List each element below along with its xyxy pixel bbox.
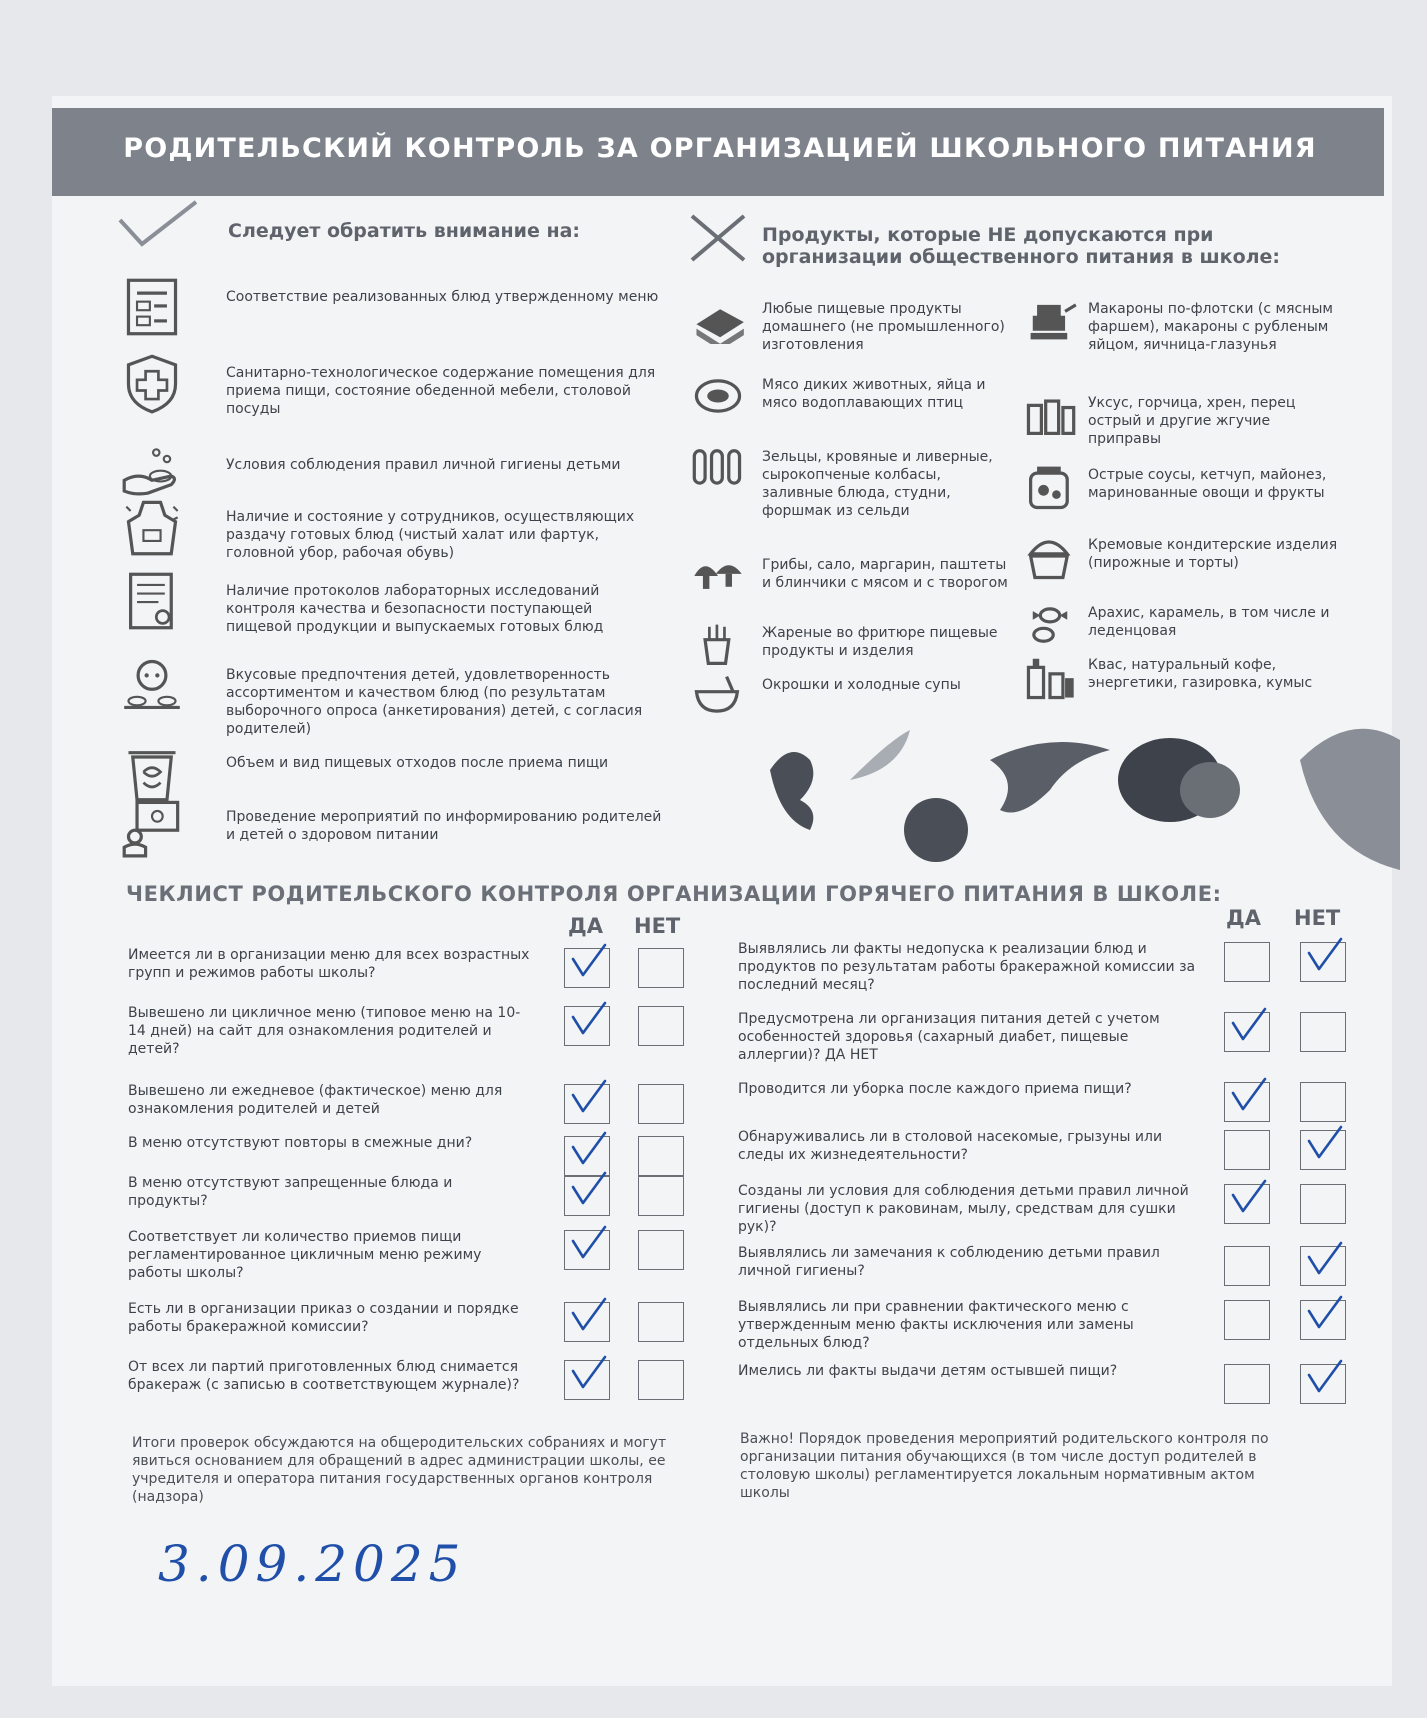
checklist-question: Предусмотрена ли организация питания детей с учетом особенностей здоровья (сахарный диабет, пищевые аллергии)? ДА НЕТ	[738, 1011, 1160, 1063]
checkbox-yes[interactable]	[564, 1230, 610, 1270]
footer-right-note: Важно! Порядок проведения мероприятий родительского контроля по организации питания обучающихся (в том числе доступ родителей в столовую школы) регламентируется локальным нормативным актом школы	[740, 1431, 1269, 1501]
checkbox-no[interactable]	[1300, 1364, 1346, 1404]
checkbox-yes[interactable]	[1224, 1364, 1270, 1404]
checkmark-icon	[116, 198, 200, 250]
checkbox-no[interactable]	[1300, 1184, 1346, 1224]
checklist-question: Имелись ли факты выдачи детям остывшей пищи?	[738, 1363, 1118, 1379]
checkbox-no[interactable]	[638, 1176, 684, 1216]
checklist-title: ЧЕКЛИСТ РОДИТЕЛЬСКОГО КОНТРОЛЯ ОРГАНИЗАЦИИ ГОРЯЧЕГО ПИТАНИЯ В ШКОЛЕ:	[126, 882, 1222, 906]
drinks-icon	[1022, 652, 1078, 700]
forbidden-item-text: Макароны по-флотски (с мясным фаршем), макароны с рубленым яйцом, яичница-глазунья	[1088, 301, 1333, 353]
apron-icon	[116, 496, 188, 558]
checkbox-yes[interactable]	[564, 948, 610, 988]
checkbox-yes[interactable]	[1224, 1300, 1270, 1340]
waste-bin-icon	[116, 742, 188, 804]
checklist-question: Проводится ли уборка после каждого приема пищи?	[738, 1081, 1132, 1097]
cross-icon	[688, 212, 748, 264]
child-survey-icon	[116, 654, 188, 716]
checkbox-no[interactable]	[1300, 1300, 1346, 1340]
checklist-question: Выявлялись ли при сравнении фактического меню с утвержденным меню факты исключения или замены отдельных блюд?	[738, 1299, 1134, 1351]
left-yes-header: ДА	[568, 914, 603, 938]
checkbox-yes[interactable]	[564, 1360, 610, 1400]
pickle-jar-icon	[1022, 462, 1078, 510]
checkbox-no[interactable]	[638, 1360, 684, 1400]
checkbox-no[interactable]	[638, 948, 684, 988]
checkbox-no[interactable]	[638, 1302, 684, 1342]
attention-item-text: Проведение мероприятий по информированию родителей и детей о здоровом питании	[226, 809, 662, 843]
sausage-icon	[690, 444, 746, 492]
checkbox-no[interactable]	[1300, 1012, 1346, 1052]
checklist-question: В меню отсутствуют запрещенные блюда и продукты?	[128, 1175, 453, 1209]
checkbox-no[interactable]	[638, 1084, 684, 1124]
checklist-question: В меню отсутствуют повторы в смежные дни?	[128, 1135, 473, 1151]
checkbox-yes[interactable]	[564, 1084, 610, 1124]
checklist-question: Есть ли в организации приказ о создании и порядке работы бракеражной комиссии?	[128, 1301, 519, 1335]
checkbox-yes[interactable]	[564, 1176, 610, 1216]
checkbox-no[interactable]	[1300, 1082, 1346, 1122]
forbidden-item-text: Квас, натуральный кофе, энергетики, газировка, кумыс	[1088, 657, 1313, 691]
attention-item-text: Объем и вид пищевых отходов после приема пищи	[226, 755, 609, 771]
forbidden-item-text: Кремовые кондитерские изделия (пирожные и торты)	[1088, 537, 1338, 571]
checkbox-yes[interactable]	[1224, 1082, 1270, 1122]
checkbox-yes[interactable]	[1224, 942, 1270, 982]
forbidden-item-text: Жареные во фритюре пищевые продукты и изделия	[762, 625, 998, 659]
checklist-question: Имеется ли в организации меню для всех возрастных групп и режимов работы школы?	[128, 947, 530, 981]
attention-item-text: Санитарно-технологическое содержание помещения для приема пищи, состояние обеденной мебели, столовой посуды	[226, 365, 656, 417]
checkbox-yes[interactable]	[1224, 1246, 1270, 1286]
left-no-header: НЕТ	[634, 914, 681, 938]
attention-item-text: Условия соблюдения правил личной гигиены детьми	[226, 457, 621, 473]
shield-cross-icon	[116, 352, 188, 414]
checkbox-yes[interactable]	[564, 1136, 610, 1176]
checklist-question: Вывешено ли цикличное меню (типовое меню на 10-14 дней) на сайт для ознакомления родителей и детей?	[128, 1005, 521, 1057]
right-yes-header: ДА	[1226, 906, 1261, 930]
checklist-question: Обнаруживались ли в столовой насекомые, грызуны или следы их жизнедеятельности?	[738, 1129, 1163, 1163]
sandwich-icon	[690, 296, 746, 344]
checklist-question: Выявлялись ли замечания к соблюдению детьми правил личной гигиены?	[738, 1245, 1160, 1279]
checklist-question: От всех ли партий приготовленных блюд снимается бракераж (с записью в соответствующем журнале)?	[128, 1359, 520, 1393]
checkbox-no[interactable]	[638, 1136, 684, 1176]
attention-item-text: Наличие и состояние у сотрудников, осуществляющих раздачу готовых блюд (чистый халат или фартук, головной убор, рабочая обувь)	[226, 509, 635, 561]
forbidden-item-text: Острые соусы, кетчуп, майонез, маринованные овощи и фрукты	[1088, 467, 1327, 501]
attention-item-text: Наличие протоколов лабораторных исследований контроля качества и безопасности поступающей пищевой продукции и выпускаемых готовых блюд	[226, 583, 604, 635]
attention-item-text: Соответствие реализованных блюд утвержденному меню	[226, 289, 659, 305]
forbidden-item-text: Грибы, сало, маргарин, паштеты и блинчики с мясом и с творогом	[762, 557, 1008, 591]
fries-icon	[690, 620, 746, 668]
cupcake-icon	[1022, 532, 1078, 580]
forbidden-heading: Продукты, которые НЕ допускаются при организации общественного питания в школе:	[762, 224, 1281, 268]
checkbox-yes[interactable]	[1224, 1184, 1270, 1224]
checkbox-yes[interactable]	[1224, 1130, 1270, 1170]
checklist-question: Выявлялись ли факты недопуска к реализации блюд и продуктов по результатам работы бракеражной комиссии за последний месяц?	[738, 941, 1196, 993]
certificate-icon	[116, 570, 188, 632]
checkbox-no[interactable]	[638, 1006, 684, 1046]
footer-left-note: Итоги проверок обсуждаются на общеродительских собраниях и могут явиться основанием для обращений в адрес администрации школы, ее учредителя и оператора питания государственных органов контроля (надзора)	[132, 1435, 667, 1505]
candy-icon	[1022, 600, 1078, 648]
meat-icon	[690, 372, 746, 420]
menu-document-icon	[116, 276, 188, 338]
forbidden-item-text: Мясо диких животных, яйца и мясо водоплавающих птиц	[762, 377, 986, 411]
soup-bowl-icon	[690, 672, 746, 720]
checklist-question: Созданы ли условия для соблюдения детьми правил личной гигиены (доступ к раковинам, мылу, средствам для сушки рук)?	[738, 1183, 1189, 1235]
checkbox-yes[interactable]	[564, 1006, 610, 1046]
mushroom-icon	[690, 552, 746, 600]
checkbox-no[interactable]	[1300, 1246, 1346, 1286]
checkbox-no[interactable]	[1300, 1130, 1346, 1170]
meat-grinder-icon	[1022, 296, 1078, 344]
checklist-question: Соответствует ли количество приемов пищи регламентированное цикличным меню режиму работы школы?	[128, 1229, 482, 1281]
checkbox-yes[interactable]	[564, 1302, 610, 1342]
forbidden-item-text: Арахис, карамель, в том числе и леденцовая	[1088, 605, 1330, 639]
page-title: РОДИТЕЛЬСКИЙ КОНТРОЛЬ ЗА ОРГАНИЗАЦИЕЙ ШКОЛЬНОГО ПИТАНИЯ	[123, 133, 1317, 164]
forbidden-item-text: Зельцы, кровяные и ливерные, сырокопченые колбасы, заливные блюда, студни, форшмак из сельди	[762, 449, 993, 519]
attention-item-text: Вкусовые предпочтения детей, удовлетворенность ассортиментом и качеством блюд (по результатам выборочного опроса (анкетирования) детей, с согласия родителей)	[226, 667, 643, 737]
forbidden-item-text: Уксус, горчица, хрен, перец острый и другие жгучие приправы	[1088, 395, 1296, 447]
checklist-question: Вывешено ли ежедневое (фактическое) меню для ознакомления родителей и детей	[128, 1083, 503, 1117]
right-no-header: НЕТ	[1294, 906, 1341, 930]
condiment-bottles-icon	[1022, 390, 1078, 438]
presentation-icon	[116, 796, 188, 858]
forbidden-item-text: Окрошки и холодные супы	[762, 677, 961, 693]
checkbox-yes[interactable]	[1224, 1012, 1270, 1052]
forbidden-item-text: Любые пищевые продукты домашнего (не промышленного) изготовления	[762, 301, 1005, 353]
vegetables-illustration	[760, 700, 1400, 870]
handwritten-date: 3.09.2025	[158, 1535, 467, 1593]
checkbox-no[interactable]	[638, 1230, 684, 1270]
attention-heading: Следует обратить внимание на:	[228, 220, 581, 242]
checkbox-no[interactable]	[1300, 942, 1346, 982]
